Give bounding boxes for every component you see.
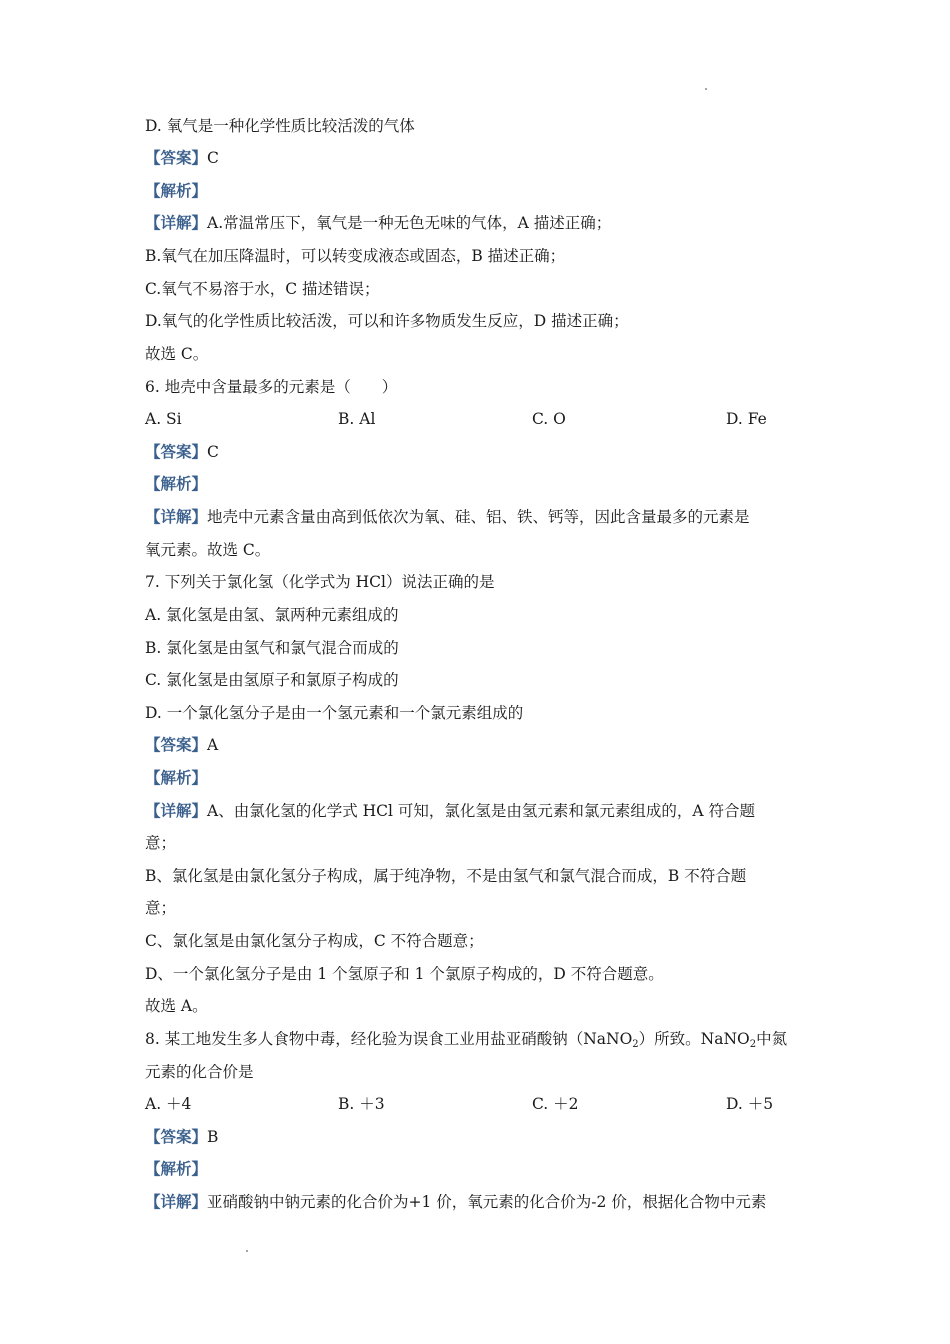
scan-mark <box>705 88 707 90</box>
q8-option-a: A. ＋4 <box>145 1095 192 1113</box>
q5-detail-line: 【详解】A.常温常压下，氧气是一种无色无味的气体，A 描述正确； <box>145 213 612 232</box>
q7-analysis-label: 【解析】 <box>145 768 208 787</box>
q7-conclusion: 故选 A。 <box>145 997 208 1015</box>
q5-conclusion: 故选 C。 <box>145 345 209 363</box>
q7-option-a: A. 氯化氢是由氢、氯两种元素组成的 <box>145 606 399 624</box>
q8-stem: 8. 某工地发生多人食物中毒，经化验为误食工业用盐亚硝酸钠（NaNO$_2$）所致。NaNO$_2$中氮 <box>145 1030 788 1050</box>
q7-detail-line: B、氯化氢是由氯化氢分子构成，属于纯净物，不是由氢气和氯气混合而成，B 不符合题 <box>145 867 747 885</box>
q7-detail-line: 意； <box>145 834 177 852</box>
q7-option-b: B. 氯化氢是由氢气和氯气混合而成的 <box>145 639 399 657</box>
q8-option-d: D. ＋5 <box>726 1095 774 1113</box>
q8-answer: 【答案】B <box>145 1127 219 1146</box>
q8-detail-line: 【详解】亚硝酸钠中钠元素的化合价为+1 价，氧元素的化合价为-2 价，根据化合物中元素 <box>145 1192 767 1211</box>
q8-analysis-label: 【解析】 <box>145 1159 208 1178</box>
q5-analysis-label: 【解析】 <box>145 181 208 200</box>
q6-answer: 【答案】C <box>145 442 219 461</box>
q5-option-d: D. 氧气是一种化学性质比较活泼的气体 <box>145 117 415 135</box>
q7-answer: 【答案】A <box>145 735 219 754</box>
q7-detail-line: D、一个氯化氢分子是由 1 个氢原子和 1 个氯原子构成的，D 不符合题意。 <box>145 965 664 983</box>
q6-analysis-label: 【解析】 <box>145 474 208 493</box>
q5-answer: 【答案】C <box>145 148 219 167</box>
q6-stem: 6. 地壳中含量最多的元素是（ ） <box>145 378 398 396</box>
q8-option-c: C. ＋2 <box>532 1095 579 1113</box>
q5-detail-line: B.氧气在加压降温时，可以转变成液态或固态，B 描述正确； <box>145 247 566 265</box>
q7-option-d: D. 一个氯化氢分子是由一个氢元素和一个氯元素组成的 <box>145 704 524 722</box>
q8-stem-line2: 元素的化合价是 <box>145 1063 254 1081</box>
q6-option-c: C. O <box>532 410 566 428</box>
q7-detail-line: 【详解】A、由氯化氢的化学式 HCl 可知，氯化氢是由氢元素和氯元素组成的，A 符合题 <box>145 801 756 820</box>
q8-option-b: B. ＋3 <box>338 1095 385 1113</box>
q5-detail-line: D.氧气的化学性质比较活泼，可以和许多物质发生反应，D 描述正确； <box>145 312 629 330</box>
q6-option-d: D. Fe <box>726 410 767 428</box>
scan-mark <box>246 1250 248 1252</box>
q6-detail-line: 【详解】地壳中元素含量由高到低依次为氧、硅、铝、铁、钙等，因此含量最多的元素是 <box>145 507 750 526</box>
q7-stem: 7. 下列关于氯化氢（化学式为 HCl）说法正确的是 <box>145 573 495 591</box>
q6-option-b: B. Al <box>338 410 376 428</box>
q7-option-c: C. 氯化氢是由氢原子和氯原子构成的 <box>145 671 399 689</box>
q7-detail-line: 意； <box>145 899 177 917</box>
q6-option-a: A. Si <box>145 410 182 428</box>
q7-detail-line: C、氯化氢是由氯化氢分子构成，C 不符合题意； <box>145 932 484 950</box>
q6-detail-line: 氧元素。故选 C。 <box>145 541 271 559</box>
q5-detail-line: C.氧气不易溶于水，C 描述错误； <box>145 280 380 298</box>
